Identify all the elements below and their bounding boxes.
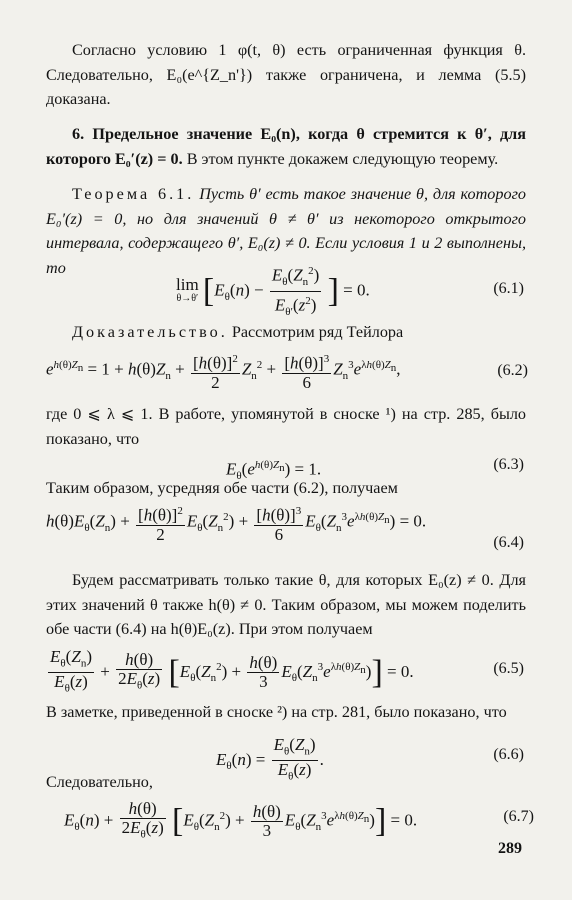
proof-label: Доказательство.: [72, 323, 228, 341]
proof-text: Рассмотрим ряд Тейлора: [231, 323, 404, 341]
equation-6-7: $E_\theta(n)$ + $\frac{h(\theta)}{2E_\theta(z)}$ [$E_\theta(Z_n^2)$ + $\frac{h(\theta)}{3}$ $E_\theta(Z_n^3e^{\lambda h(\theta)Z_n})] = 0$.: [64, 799, 418, 841]
eq-number-6-4: (6.4): [493, 534, 524, 551]
note-paragraph: В заметке, приведенной в сноске ²) на стр. 281, было показано, что: [46, 703, 507, 721]
eq-number-6-3: (6.3): [493, 456, 524, 473]
theorem-text: Пусть θ′ есть такое значение θ, для которого E₀′(z) = 0, но для значений θ ≠ θ′ из некоторого открытого интервала, содержащего θ′, E₀(z) ≠ 0. Если условия 1 и 2 выполнены, то: [46, 185, 526, 277]
equation-6-4: $h(\theta)E_\theta(Z_n)$ + $\frac{[h(\theta)]^2}{2}$ $E_\theta(Z_n^2)$ + $\frac{[h(\theta)]^3}{6}$ $E_\theta(Z_n^3e^{\lambda h(\theta)Z_n}) = 0$.: [46, 502, 426, 544]
section-heading-paragraph: [46, 122, 526, 171]
equation-6-5: $\frac{E_\theta(Z_n)}{E_\theta(z)}$ + $\frac{h(\theta)}{2E_\theta(z)}$ [$E_\theta(Z_n^2)$ + $\frac{h(\theta)}{3}$ $E_\theta(Z_n^3e^{\lambda h(\theta)Z_n})] = 0$.: [50, 647, 414, 695]
consequently-line: Следовательно,: [46, 773, 153, 791]
proof-paragraph: [46, 320, 526, 345]
theorem-label: Теорема 6.1.: [72, 185, 195, 203]
consider-paragraph: Будем рассматривать только такие θ, для которых E₀(z) ≠ 0. Для этих значений θ также h(θ) ≠ 0. Таким образом, мы можем поделить обе части (6.4) на h(θ)E₀(z). При этом получаем: [46, 571, 526, 639]
equation-6-1: lim θ→θ′ [$E_\theta(n)$ − $\frac{E_\theta(Z_n^2)}{E_{\theta'}(z^2)}$ ] = 0.: [176, 262, 370, 321]
lambda-paragraph: где 0 ⩽ λ ⩽ 1. В работе, упомянутой в сноске ¹) на стр. 285, было показано, что: [46, 405, 526, 448]
eq-number-6-7: (6.7): [503, 808, 534, 825]
equation-6-2: $e^{h(\theta)Z_n} = 1 + h(\theta)Z_n$ + $\frac{[h(\theta)]^2}{2}$ $Z_n^2$ + $\frac{[h(\theta)]^3}{6}$ $Z_n^3e^{\lambda h(\theta)Z_n}$,: [46, 350, 401, 392]
section-intro: В этом пункте докажем следующую теорему.: [186, 149, 499, 168]
equation-6-6: $E_\theta(n)$ = $\frac{E_\theta(Z_n)}{E_\theta(z)}$ .: [216, 735, 324, 783]
averaging-paragraph: Таким образом, усредняя обе части (6.2), получаем: [46, 479, 398, 497]
eq-number-6-1: (6.1): [493, 280, 524, 297]
eq-number-6-2: (6.2): [497, 362, 528, 379]
intro-paragraph: Согласно условию 1 φ(t, θ) есть ограниченная функция θ. Следовательно, E₀(e^{Z_n'}) также ограничена, и лемма (5.5) доказана.: [46, 41, 526, 109]
section-heading: 6. Предельное значение E₀(n), когда θ стремится к θ′, для которого E₀′(z) = 0.: [46, 125, 526, 168]
eq-number-6-6: (6.6): [493, 746, 524, 763]
eq-number-6-5: (6.5): [493, 660, 524, 677]
equation-6-3: $E_\theta(e^{h(\theta)Z_n}) = 1$.: [226, 459, 322, 483]
page-number: 289: [498, 840, 522, 857]
